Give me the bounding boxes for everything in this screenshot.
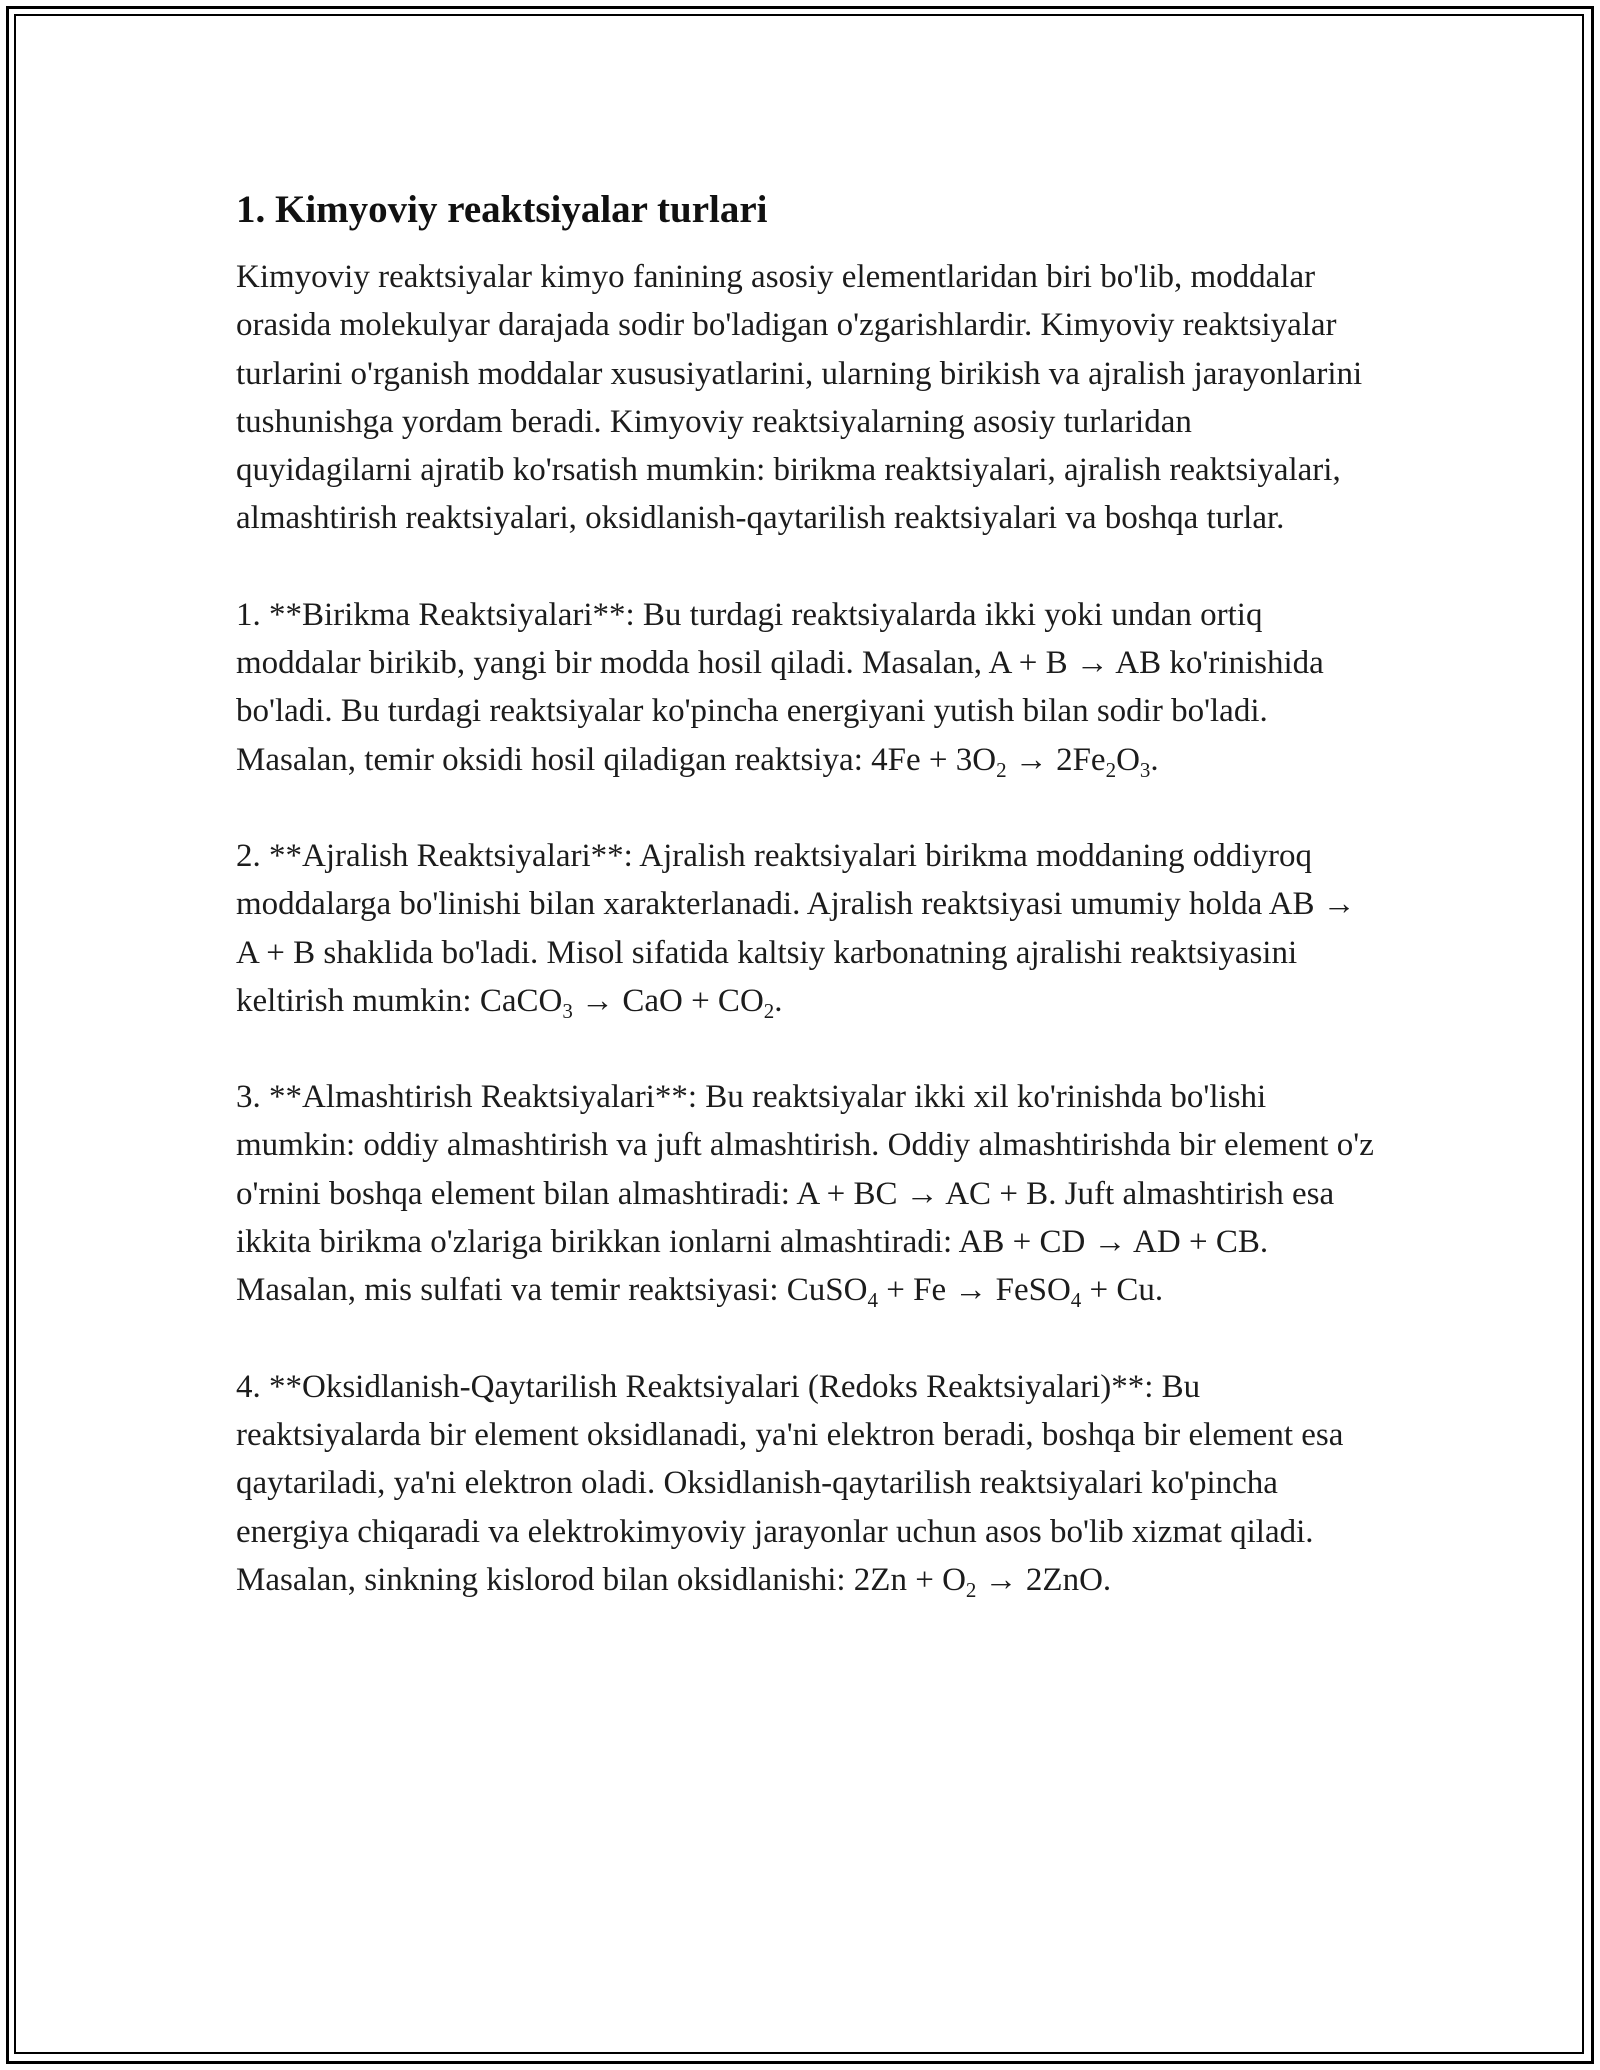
formula-subscript: 3: [1139, 757, 1151, 782]
document-body: [236, 185, 1376, 1652]
item-almashtirish: [236, 1073, 1376, 1314]
item-birikma: [236, 591, 1376, 784]
item-text: + Cu.: [1081, 1272, 1164, 1309]
item-redoks: [236, 1363, 1376, 1604]
intro-paragraph: Kimyoviy reaktsiyalar kimyo fanining asosiy elementlaridan biri bo'lib, moddalar orasida molekulyar darajada sodir bo'ladigan o'zgarishlardir. Kimyoviy reaktsiyalar turlarini o'rganish moddalar xususiyatlarini, ularning birikish va ajralish jarayonlarini tushunishga yordam beradi. Kimyoviy reaktsiyalarning asosiy turlaridan quyidagilarni ajratib ko'rsatish mumkin: birikma reaktsiyalari, ajralish reaktsiyalari, almashtirish reaktsiyalari, oksidlanish-qaytarilish reaktsiyalari va boshqa turlar.: [236, 259, 1363, 537]
item-text: → 2Fe: [1006, 741, 1106, 778]
formula-subscript: 2: [996, 757, 1007, 782]
item-text: 4. **Oksidlanish-Qaytarilish Reaktsiyalari (Redoks Reaktsiyalari)**: Bu reaktsiyalarda bir element oksidlanadi, ya'ni elektron beradi, boshqa bir element esa qaytariladi, ya'ni elektron oladi. Oksidlanish-qaytarilish reaktsiyalari ko'pincha energiya chiqaradi va elektrokimyoviy jarayonlar uchun asos bo'lib xizmat qiladi. Masalan, sinkning kislorod bilan oksidlanishi: 2Zn + O: [236, 1368, 1344, 1598]
item-text: .: [774, 982, 783, 1019]
formula-subscript: 2: [763, 998, 775, 1023]
section-heading: 1. Kimyoviy reaktsiyalar turlari: [236, 188, 768, 231]
formula-subscript: 2: [965, 1577, 977, 1602]
formula-subscript: 4: [867, 1288, 878, 1313]
item-text: → 2ZnO.: [976, 1561, 1112, 1598]
item-ajralish: [236, 832, 1376, 1025]
formula-subscript: 2: [1105, 757, 1117, 782]
item-text: O: [1116, 741, 1140, 778]
item-text: 3. **Almashtirish Reaktsiyalari**: Bu reaktsiyalar ikki xil ko'rinishda bo'lishi mumkin: oddiy almashtirish va juft almashtirish. Oddiy almashtirishda bir element o'z o'rnini boshqa element bilan almashtiradi: A + BC → AC + B. Juft almashtirish esa ikkita birikma o'zlariga birikkan ionlarni almashtiradi: AB + CD → AD + CB. Masalan, mis sulfati va temir reaktsiyasi: CuSO: [236, 1079, 1374, 1309]
item-text: → CaO + CO: [572, 982, 764, 1019]
item-text: 1. **Birikma Reaktsiyalari**: Bu turdagi reaktsiyalarda ikki yoki undan ortiq moddalar birikib, yangi bir modda hosil qiladi. Masalan, A + B → AB ko'rinishida bo'ladi. Bu turdagi reaktsiyalar ko'pincha energiyani yutish bilan sodir bo'ladi. Masalan, temir oksidi hosil qiladigan reaktsiya: 4Fe + 3O: [236, 596, 1324, 778]
item-text: 2. **Ajralish Reaktsiyalari**: Ajralish reaktsiyalari birikma moddaning oddiyroq moddalarga bo'linishi bilan xarakterlanadi. Ajralish reaktsiyasi umumiy holda AB → A + B shaklida bo'ladi. Misol sifatida kaltsiy karbonatning ajralishi reaktsiyasini keltirish mumkin: CaCO: [236, 837, 1356, 1019]
formula-subscript: 4: [1070, 1288, 1082, 1313]
item-text: .: [1150, 741, 1159, 778]
formula-subscript: 3: [562, 998, 573, 1023]
item-text: + Fe → FeSO: [877, 1272, 1071, 1309]
